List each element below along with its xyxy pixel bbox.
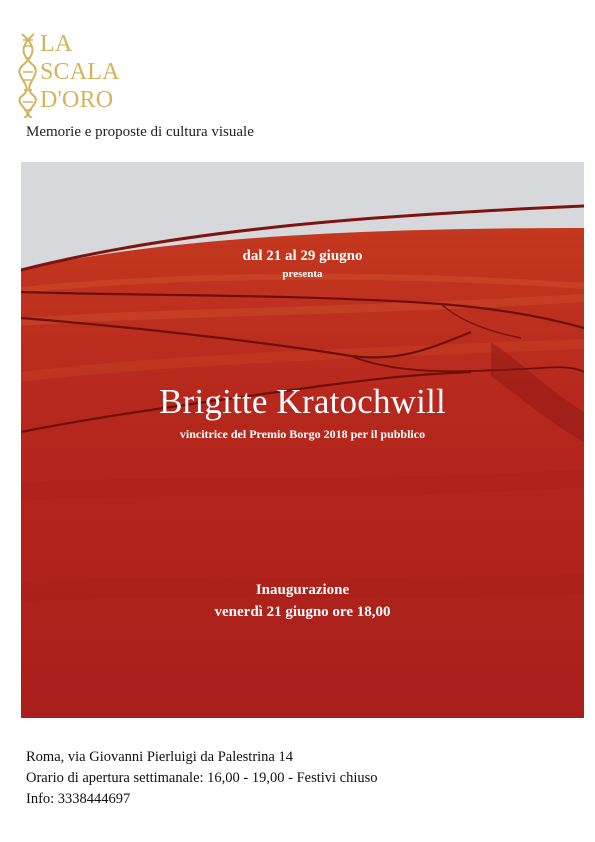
- artwork-panel: [21, 162, 584, 718]
- footer-address: Roma, via Giovanni Pierluigi da Palestrina 14: [26, 749, 293, 765]
- footer-hours: Orario di apertura settimanale: 16,00 - 19,00 - Festivi chiuso: [26, 770, 378, 786]
- logo-line-2: SCALA: [40, 59, 120, 85]
- presenta-label: presenta: [282, 268, 323, 280]
- footer-contact: Info: 3338444697: [26, 791, 131, 807]
- inauguration-label: Inaugurazione: [255, 582, 350, 598]
- tagline: Memorie e proposte di cultura visuale: [26, 124, 254, 140]
- footer-info: [26, 747, 378, 810]
- logo-line-3: D'ORO: [40, 87, 114, 113]
- logo: [18, 30, 148, 122]
- dna-helix-icon: [18, 32, 38, 118]
- artist-name: Brigitte Kratochwill: [159, 382, 446, 421]
- logo-line-1: LA: [40, 31, 73, 57]
- exhibition-dates: dal 21 al 29 giugno: [242, 248, 363, 264]
- inauguration-date: venerdì 21 giugno ore 18,00: [214, 604, 391, 620]
- logo-wordmark: [40, 30, 120, 114]
- artist-subtitle: vincitrice del Premio Borgo 2018 per il pubblico: [179, 427, 426, 441]
